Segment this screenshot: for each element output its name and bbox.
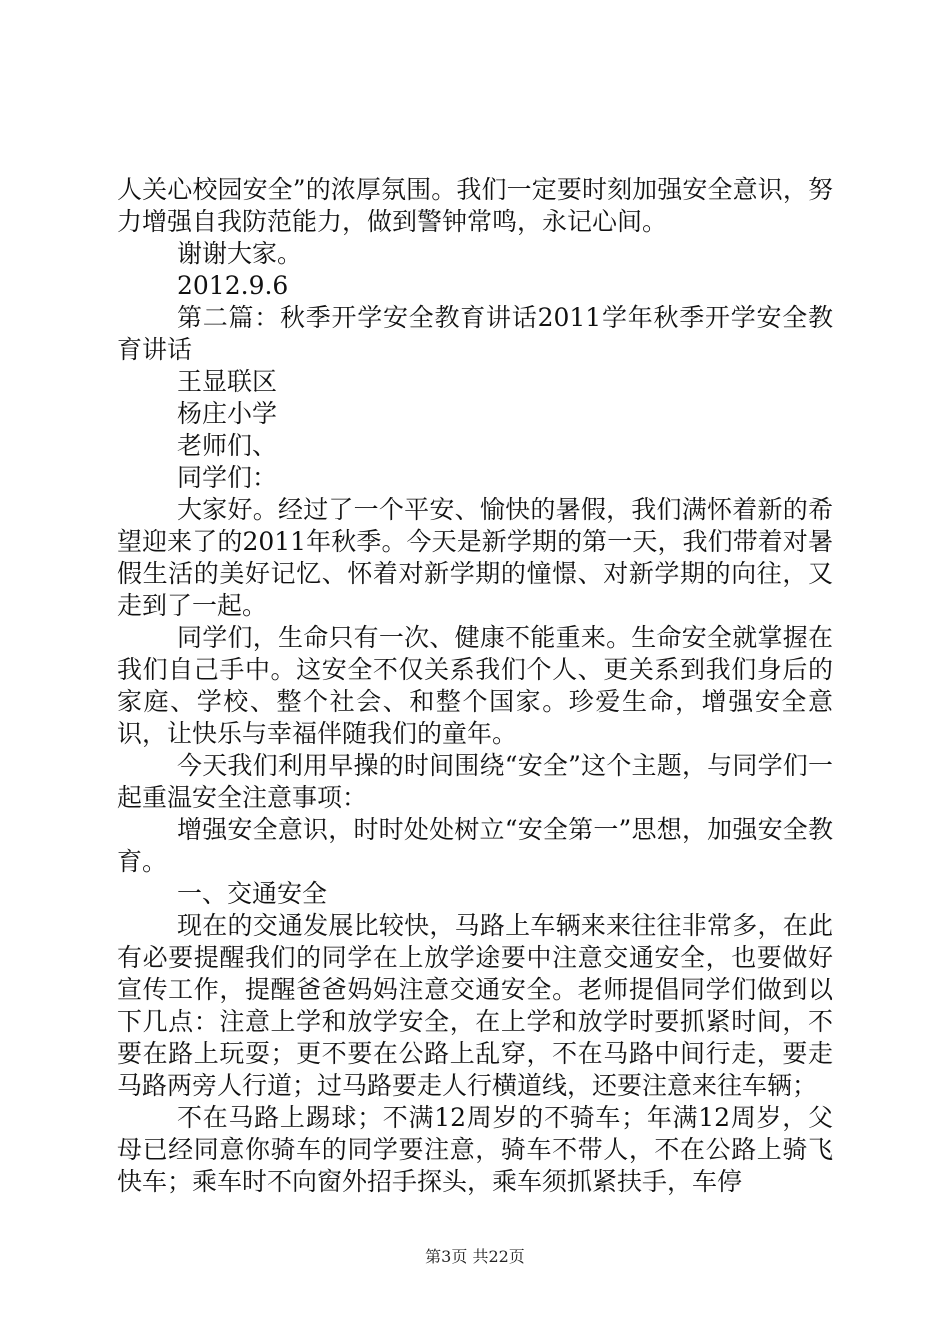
paragraph-greeting-teachers: 老师们、 (177, 431, 278, 460)
document-body (117, 174, 833, 1198)
paragraph: 增强安全意识，时时处处树立“安全第一”思想，加强安全教育。 (117, 815, 833, 876)
page-number-footer: 第3页 共22页 (425, 1247, 525, 1266)
subsection-heading: 一、交通安全 (177, 879, 328, 908)
paragraph: 现在的交通发展比较快，马路上车辆来来往往非常多，在此有必要提醒我们的同学在上放学途要中注意交通安全，也要做好宣传工作，提醒爸爸妈妈注意交通安全。老师提倡同学们做到以下几点：注意上学和放学安全，在上学和放学时要抓紧时间，不要在路上玩耍；更不要在公路上乱穿，不在马路中间行走，要走马路两旁人行道；过马路要走人行横道线，还要注意来往车辆； (117, 911, 833, 1100)
paragraph-district: 王显联区 (177, 367, 278, 396)
paragraph: 今天我们利用早操的时间围绕“安全”这个主题，与同学们一起重温安全注意事项： (117, 751, 833, 812)
paragraph-greeting-students: 同学们： (177, 463, 278, 492)
paragraph-thanks: 谢谢大家。 (177, 239, 303, 268)
paragraph: 人关心校园安全”的浓厚氛围。我们一定要时刻加强安全意识，努力增强自我防范能力，做到警钟常鸣，永记心间。 (117, 175, 833, 236)
paragraph: 不在马路上踢球；不满12周岁的不骑车；年满12周岁，父母已经同意你骑车的同学要注意，骑车不带人，不在公路上骑飞快车；乘车时不向窗外招手探头，乘车须抓紧扶手，车停 (117, 1103, 833, 1196)
paragraph-school: 杨庄小学 (177, 399, 278, 428)
section-title: 第二篇：秋季开学安全教育讲话2011学年秋季开学安全教育讲话 (117, 303, 833, 364)
paragraph: 同学们，生命只有一次、健康不能重来。生命安全就掌握在我们自己手中。这安全不仅关系我们个人、更关系到我们身后的家庭、学校、整个社会、和整个国家。珍爱生命，增强安全意识，让快乐与幸福伴随我们的童年。 (117, 623, 833, 748)
paragraph-date: 2012.9.6 (177, 271, 289, 300)
paragraph: 大家好。经过了一个平安、愉快的暑假，我们满怀着新的希望迎来了的2011年秋季。今天是新学期的第一天，我们带着对暑假生活的美好记忆、怀着对新学期的憧憬、对新学期的向往，又走到了一起。 (117, 495, 833, 620)
